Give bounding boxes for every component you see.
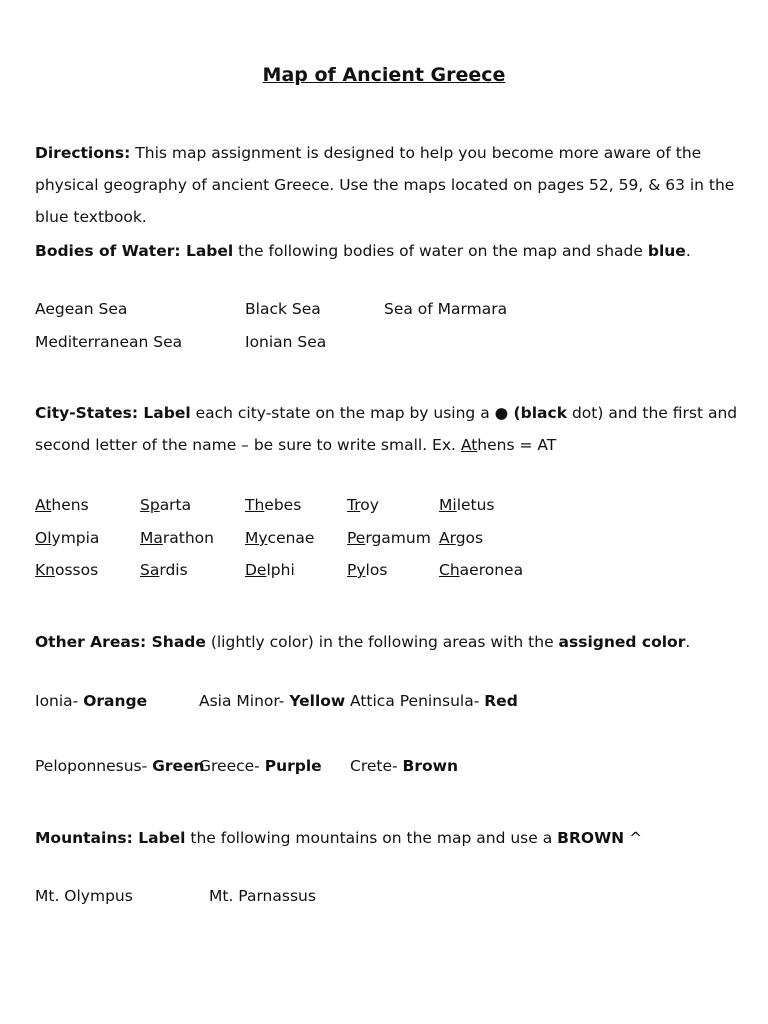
page-title — [0, 64, 768, 86]
city-item: Sparta — [140, 496, 192, 514]
other-areas-instruction — [35, 626, 740, 658]
area-item: Attica Peninsula- Red — [350, 692, 518, 710]
city-item: Pylos — [347, 561, 388, 579]
city-states-text-2: dot) and the first and second letter of the name – be sure to write small. Ex. — [35, 404, 738, 454]
label-word: Label — [132, 829, 186, 847]
area-item: Peloponnesus- Green — [35, 757, 205, 775]
water-item: Aegean Sea — [35, 300, 128, 318]
city-row — [0, 496, 768, 528]
mountain-row — [0, 887, 768, 919]
blue-word: blue — [647, 242, 686, 260]
black-word: black — [520, 404, 568, 422]
city-item: Marathon — [140, 529, 214, 547]
city-states-instruction — [35, 397, 740, 461]
city-states-text: each city-state on the map by using a — [190, 404, 495, 422]
area-row — [0, 692, 768, 724]
bodies-of-water-instruction — [35, 235, 740, 267]
water-item: Ionian Sea — [245, 333, 327, 351]
directions-paragraph — [35, 137, 740, 233]
city-item: Thebes — [245, 496, 302, 514]
city-row — [0, 561, 768, 593]
directions-label: Directions: — [35, 144, 131, 162]
dot-symbol: ● — [494, 404, 509, 422]
city-item: Athens — [35, 496, 89, 514]
water-item: Black Sea — [245, 300, 321, 318]
city-item: Chaeronea — [439, 561, 524, 579]
assigned-color-word: assigned color — [558, 633, 686, 651]
water-row — [0, 300, 768, 332]
city-row — [0, 529, 768, 561]
mountain-item: Mt. Parnassus — [209, 887, 316, 905]
label-word: Label — [180, 242, 234, 260]
title-text: Map of Ancient Greece — [262, 64, 506, 86]
caret-symbol: ^ — [624, 829, 643, 847]
area-item: Greece- Purple — [199, 757, 322, 775]
city-item: Delphi — [245, 561, 295, 579]
other-areas-end: . — [685, 633, 691, 651]
brown-word: BROWN — [557, 829, 625, 847]
label-word: Label — [138, 404, 191, 422]
city-item: Pergamum — [347, 529, 431, 547]
area-item: Crete- Brown — [350, 757, 458, 775]
water-instruction-end: . — [685, 242, 691, 260]
area-item: Asia Minor- Yellow — [199, 692, 346, 710]
mountains-text: the following mountains on the map and use a — [185, 829, 558, 847]
water-item: Mediterranean Sea — [35, 333, 183, 351]
water-item: Sea of Marmara — [384, 300, 508, 318]
city-item: Mycenae — [245, 529, 315, 547]
example-rest: hens = AT — [477, 436, 557, 454]
area-item: Ionia- Orange — [35, 692, 148, 710]
city-item: Knossos — [35, 561, 99, 579]
directions-text: This map assignment is designed to help you become more aware of the physical geography of ancient Greece. Use the maps located on pages 52, 59, & 63 in the blue textbook. — [35, 144, 735, 226]
city-item: Miletus — [439, 496, 495, 514]
other-areas-text: (lightly color) in the following areas with the — [205, 633, 559, 651]
shade-word: Shade — [146, 633, 206, 651]
water-row — [0, 333, 768, 365]
paren-open: ( — [508, 404, 521, 422]
other-areas-heading: Other Areas: — [35, 633, 147, 651]
mountains-instruction — [35, 822, 740, 854]
city-item: Argos — [439, 529, 484, 547]
example-underlined: At — [460, 436, 478, 454]
city-item: Sardis — [140, 561, 188, 579]
mountains-heading: Mountains: — [35, 829, 133, 847]
mountain-item: Mt. Olympus — [35, 887, 133, 905]
city-states-heading: City-States: — [35, 404, 139, 422]
bodies-of-water-heading: Bodies of Water: — [35, 242, 181, 260]
water-instruction-text: the following bodies of water on the map and shade — [233, 242, 648, 260]
area-row — [0, 757, 768, 789]
city-item: Troy — [347, 496, 379, 514]
city-item: Olympia — [35, 529, 100, 547]
